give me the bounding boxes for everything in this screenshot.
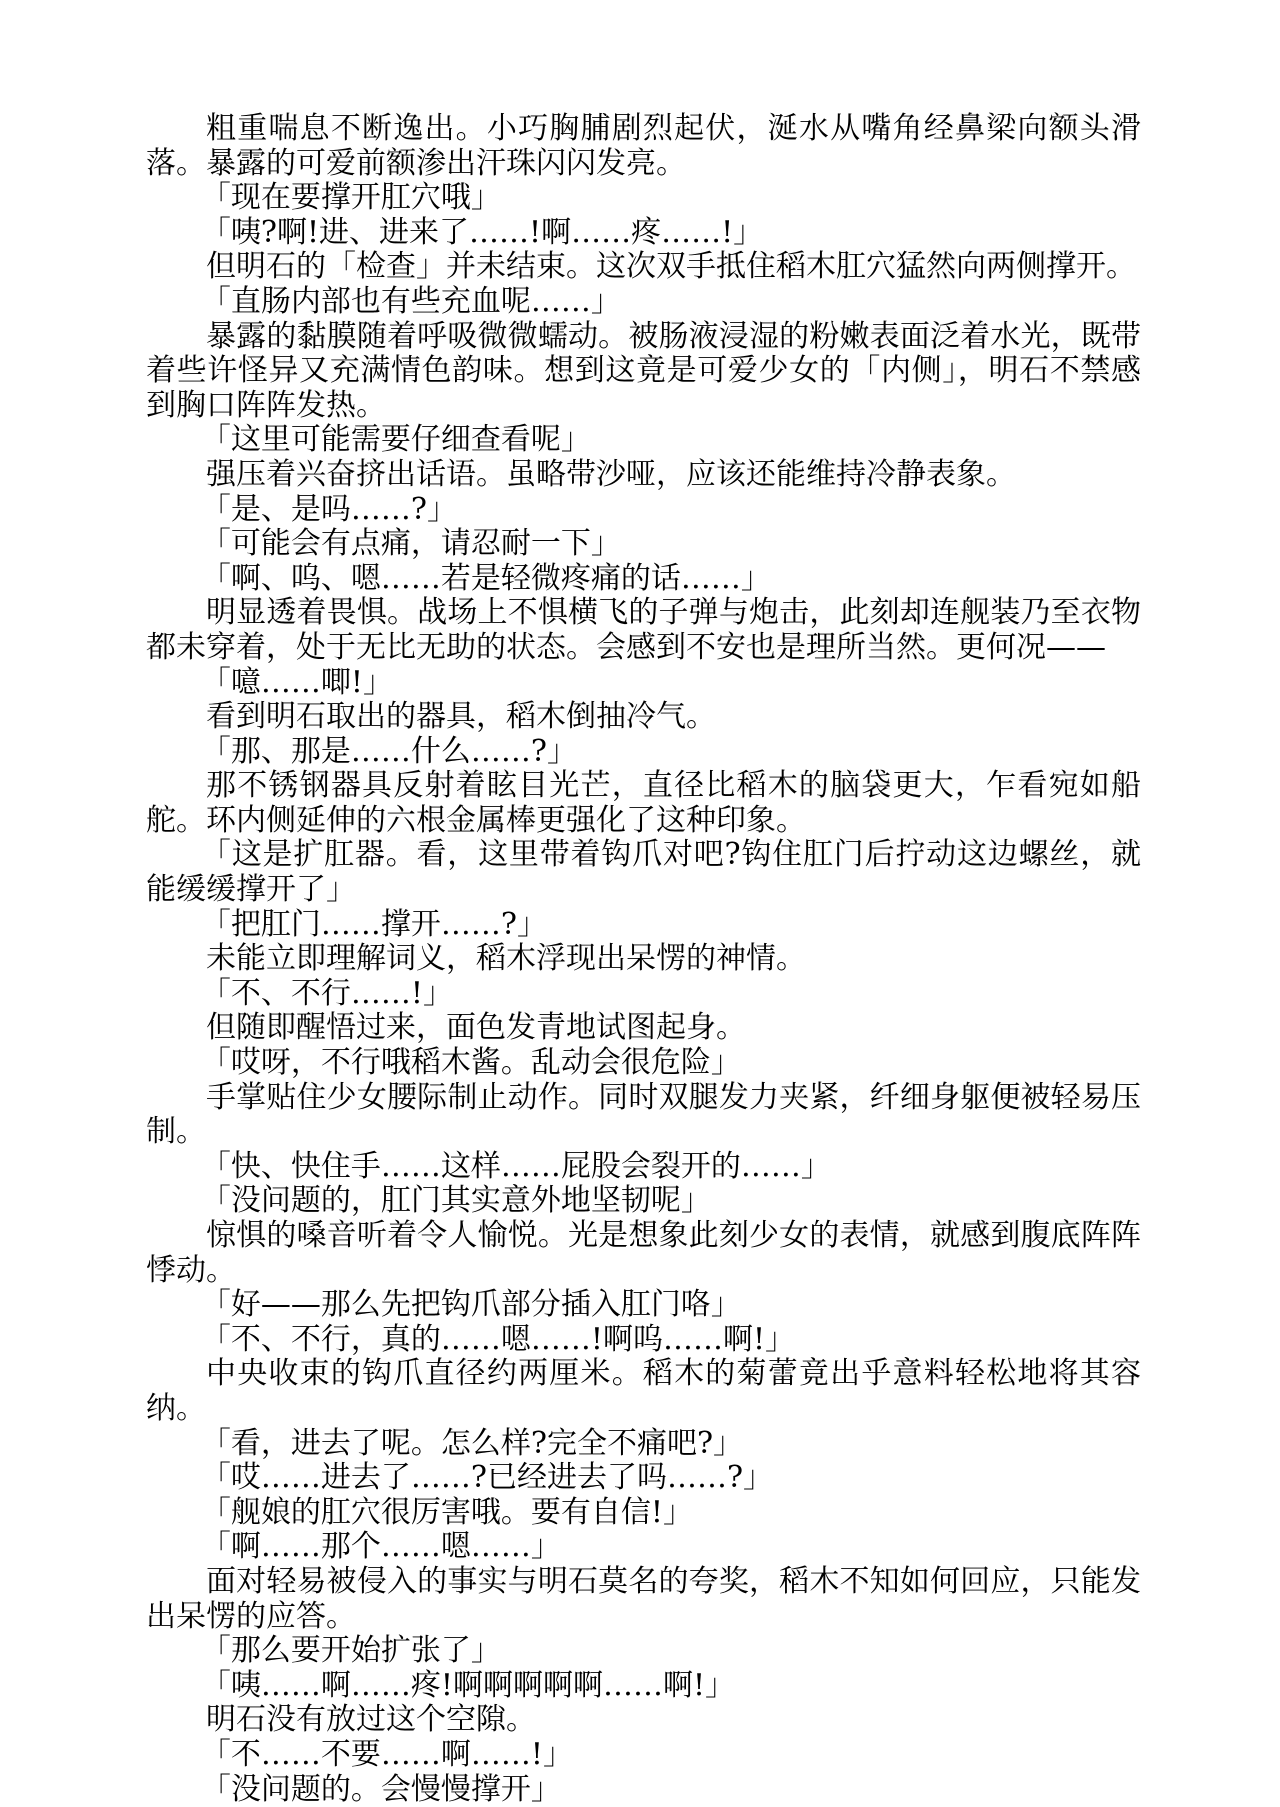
narration-paragraph: 明石没有放过这个空隙。 [146, 1703, 1141, 1738]
dialogue-paragraph: 「好——那么先把钩爪部分插入肛门咯」 [146, 1288, 1141, 1323]
narration-paragraph: 那不锈钢器具反射着眩目光芒，直径比稻木的脑袋更大，乍看宛如船舵。环内侧延伸的六根金属棒更强化了这种印象。 [146, 769, 1141, 838]
dialogue-paragraph: 「不……不要……啊……!」 [146, 1738, 1141, 1773]
dialogue-paragraph: 「咦……啊……疼!啊啊啊啊啊……啊!」 [146, 1669, 1141, 1704]
dialogue-paragraph: 「噫……唧!」 [146, 666, 1141, 701]
dialogue-paragraph: 「不、不行……!」 [146, 977, 1141, 1012]
narration-paragraph: 强压着兴奋挤出话语。虽略带沙哑，应该还能维持冷静表象。 [146, 458, 1141, 493]
text-block [146, 112, 1141, 1807]
narration-paragraph: 面对轻易被侵入的事实与明石莫名的夸奖，稻木不知如何回应，只能发出呆愣的应答。 [146, 1565, 1141, 1634]
dialogue-paragraph: 「现在要撑开肛穴哦」 [146, 181, 1141, 216]
dialogue-paragraph: 「把肛门……撑开……?」 [146, 908, 1141, 943]
dialogue-paragraph: 「没问题的，肛门其实意外地坚韧呢」 [146, 1184, 1141, 1219]
narration-paragraph: 但明石的「检查」并未结束。这次双手抵住稻木肛穴猛然向两侧撑开。 [146, 250, 1141, 285]
narration-paragraph: 未能立即理解词义，稻木浮现出呆愣的神情。 [146, 942, 1141, 977]
narration-paragraph: 看到明石取出的器具，稻木倒抽冷气。 [146, 700, 1141, 735]
dialogue-paragraph: 「不、不行，真的……嗯……!啊呜……啊!」 [146, 1323, 1141, 1358]
dialogue-paragraph: 「啊、呜、嗯……若是轻微疼痛的话……」 [146, 562, 1141, 597]
dialogue-paragraph: 「咦?啊!进、进来了……!啊……疼……!」 [146, 216, 1141, 251]
dialogue-paragraph: 「哎呀，不行哦稻木酱。乱动会很危险」 [146, 1046, 1141, 1081]
dialogue-paragraph: 「哎……进去了……?已经进去了吗……?」 [146, 1461, 1141, 1496]
narration-paragraph: 惊惧的嗓音听着令人愉悦。光是想象此刻少女的表情，就感到腹底阵阵悸动。 [146, 1219, 1141, 1288]
dialogue-paragraph: 「这是扩肛器。看，这里带着钩爪对吧?钩住肛门后拧动这边螺丝，就能缓缓撑开了」 [146, 838, 1141, 907]
dialogue-paragraph: 「这里可能需要仔细查看呢」 [146, 423, 1141, 458]
dialogue-paragraph: 「快、快住手……这样……屁股会裂开的……」 [146, 1150, 1141, 1185]
narration-paragraph: 手掌贴住少女腰际制止动作。同时双腿发力夹紧，纤细身躯便被轻易压制。 [146, 1081, 1141, 1150]
narration-paragraph: 粗重喘息不断逸出。小巧胸脯剧烈起伏，涎水从嘴角经鼻梁向额头滑落。暴露的可爱前额渗出汗珠闪闪发亮。 [146, 112, 1141, 181]
dialogue-paragraph: 「没问题的。会慢慢撑开」 [146, 1773, 1141, 1807]
dialogue-paragraph: 「是、是吗……?」 [146, 493, 1141, 528]
dialogue-paragraph: 「那、那是……什么……?」 [146, 735, 1141, 770]
narration-paragraph: 但随即醒悟过来，面色发青地试图起身。 [146, 1011, 1141, 1046]
narration-paragraph: 明显透着畏惧。战场上不惧横飞的子弹与炮击，此刻却连舰装乃至衣物都未穿着，处于无比无助的状态。会感到不安也是理所当然。更何况—— [146, 596, 1141, 665]
dialogue-paragraph: 「看，进去了呢。怎么样?完全不痛吧?」 [146, 1427, 1141, 1462]
dialogue-paragraph: 「舰娘的肛穴很厉害哦。要有自信!」 [146, 1496, 1141, 1531]
dialogue-paragraph: 「直肠内部也有些充血呢……」 [146, 285, 1141, 320]
narration-paragraph: 中央收束的钩爪直径约两厘米。稻木的菊蕾竟出乎意料轻松地将其容纳。 [146, 1357, 1141, 1426]
narration-paragraph: 暴露的黏膜随着呼吸微微蠕动。被肠液浸湿的粉嫩表面泛着水光，既带着些许怪异又充满情色韵味。想到这竟是可爱少女的「内侧」，明石不禁感到胸口阵阵发热。 [146, 320, 1141, 424]
dialogue-paragraph: 「可能会有点痛，请忍耐一下」 [146, 527, 1141, 562]
dialogue-paragraph: 「那么要开始扩张了」 [146, 1634, 1141, 1669]
dialogue-paragraph: 「啊……那个……嗯……」 [146, 1530, 1141, 1565]
